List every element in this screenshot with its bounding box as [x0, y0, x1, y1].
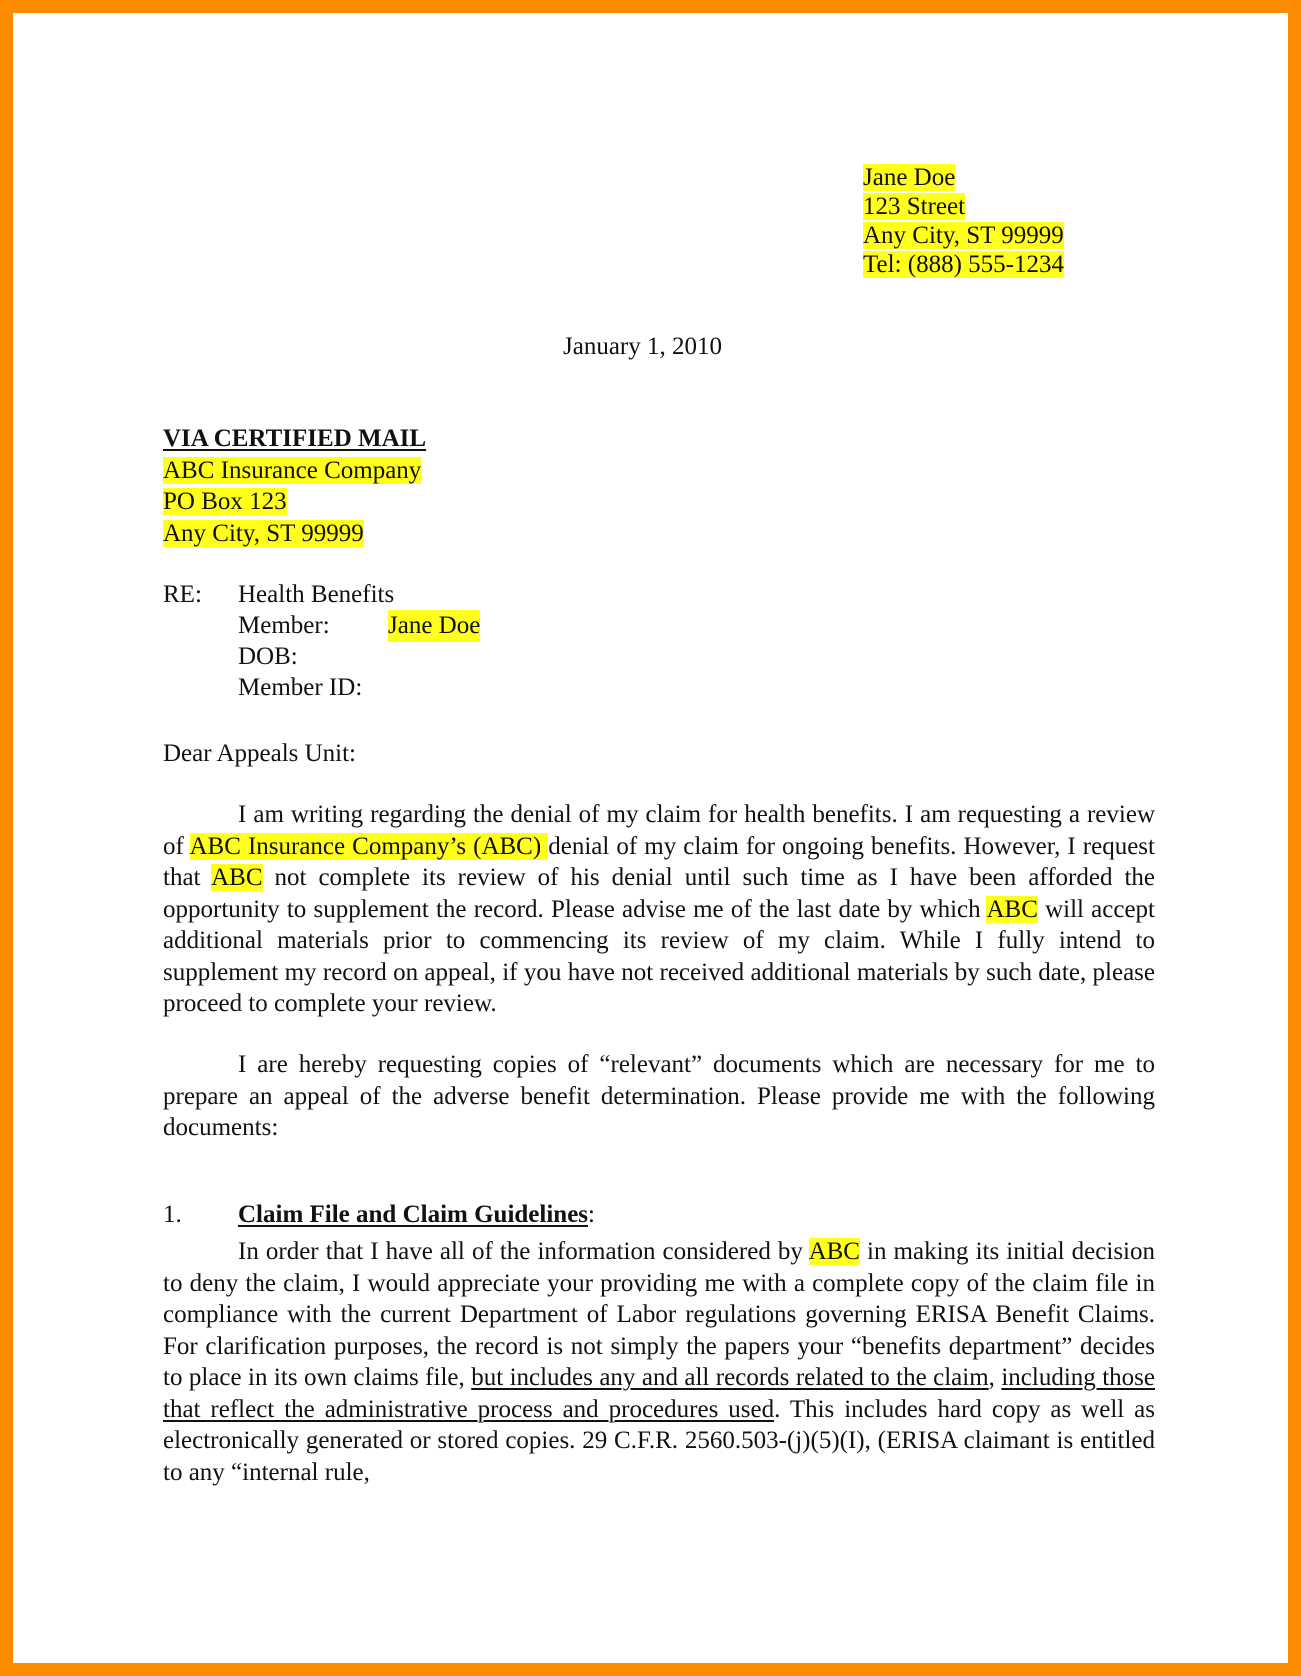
paragraph1-text-2: denial of my claim for ongoing benefits. However, I request that — [163, 832, 1155, 891]
section1-underline-1: but includes any and all records related to the claim — [471, 1364, 989, 1391]
recipient-address — [163, 423, 426, 549]
salutation: Dear Appeals Unit: — [163, 740, 357, 767]
sender-address — [863, 163, 1064, 279]
paragraph1-highlight-abc-1: ABC — [211, 864, 263, 891]
paragraph-claim-file — [163, 1236, 1155, 1488]
paragraph1-highlight-abc-2: ABC — [986, 895, 1038, 923]
paragraph-request-review — [163, 799, 1155, 1020]
re-dob-label: DOB: — [238, 643, 298, 670]
re-member-id-label: Member ID: — [238, 674, 363, 701]
paragraph1-text-1: I am writing regarding the denial of my claim for health benefits. I am requesting a review of — [163, 801, 1155, 860]
sender-tel: Tel: (888) 555-1234 — [863, 251, 1064, 278]
section1-text-3: , — [988, 1364, 1002, 1391]
sender-name: Jane Doe — [863, 164, 956, 191]
re-block — [163, 579, 763, 709]
section1-underline-2: including those that reflect the administrative process and procedures used — [163, 1364, 1155, 1423]
recipient-po-box: PO Box 123 — [163, 488, 287, 515]
section-1-title: Claim File and Claim Guidelines — [238, 1201, 589, 1228]
paragraph1-text-3: not complete its review of his denial until such time as I have been afforded the opportunity to supplement the record. Please advise me of the last date by which — [163, 864, 1156, 923]
sender-city: Any City, ST 99999 — [863, 222, 1064, 249]
paragraph1-text-4: will accept additional materials prior to commencing its review of my claim. While I fully intend to supplement my record on appeal, if you have not received additional materials by such date, please proceed to complete your review. — [163, 895, 1155, 1017]
section1-text-1: In order that I have all of the information considered by — [238, 1238, 809, 1265]
section1-text-4: . This includes hard copy as well as electronically generated or stored copies. 29 C.F.R. 2560.503-(j)(5)(I), (ERISA claimant is entitled to any “internal rule, — [163, 1395, 1155, 1486]
paragraph1-highlight-company: ABC Insurance Company’s (ABC) — [189, 832, 549, 860]
re-member-label: Member: — [238, 612, 330, 639]
letter-date: January 1, 2010 — [563, 333, 722, 360]
re-member-value: Jane Doe — [388, 610, 480, 642]
section-1-title-suffix: : — [588, 1201, 595, 1228]
recipient-city: Any City, ST 99999 — [163, 519, 364, 547]
section-1-number: 1. — [163, 1201, 182, 1228]
section1-highlight-abc: ABC — [808, 1238, 860, 1265]
re-subject: Health Benefits — [238, 581, 395, 608]
delivery-method: VIA CERTIFIED MAIL — [163, 425, 427, 452]
sender-street: 123 Street — [863, 193, 966, 220]
paragraph2-text: I are hereby requesting copies of “relevant” documents which are necessary for me to prepare an appeal of the adverse benefit determination. Please provide me with the following documents: — [163, 1051, 1155, 1141]
recipient-company: ABC Insurance Company — [163, 456, 422, 484]
paragraph-request-documents — [163, 1049, 1155, 1144]
re-label: RE: — [163, 581, 202, 608]
section1-text-2: in making its initial decision to deny the claim, I would appreciate your providing me with a complete copy of the claim file in compliance with the current Department of Labor regulations governing ERISA Benefit Claims. For clarification purposes, the record is not simply the papers your “benefits department” decides to place in its own claims file, — [163, 1238, 1155, 1391]
